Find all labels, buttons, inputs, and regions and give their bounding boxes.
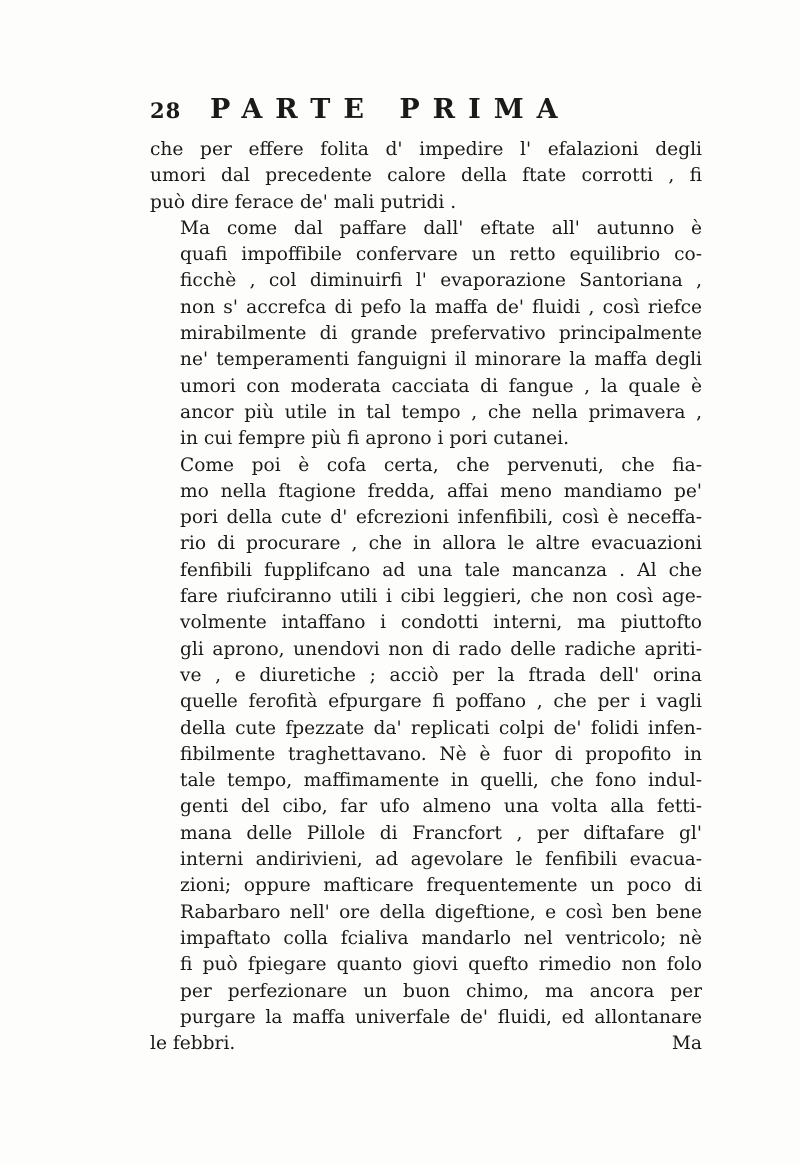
- text-line: mana delle Pillole di Francfort , per diftafare gl': [180, 822, 702, 844]
- text-line: quafi impoffibile confervare un retto equilibrio co-: [180, 244, 702, 266]
- text-line: genti del cibo, far ufo almeno una volta alla fetti-: [180, 796, 702, 818]
- text-line: umori dal precedente calore della ftate corrotti , fi: [150, 165, 702, 187]
- text-line: ve , e diuretiche ; acciò per la ftrada dell' orina: [180, 664, 702, 686]
- text-line: purgare la maffa univerfale de' fluidi, ed allontanare: [180, 1006, 702, 1028]
- text-line: impaftato colla fcialiva mandarlo nel ventricolo; nè: [180, 927, 702, 949]
- text-line: interni andirivieni, ad agevolare le fenfibili evacua-: [180, 849, 702, 871]
- running-title: PARTE PRIMA: [210, 94, 571, 125]
- text-line: pori della cute d' efcrezioni infenfibili, così è neceffa-: [180, 507, 702, 529]
- text-line: ancor più utile in tal tempo , che nella primavera ,: [180, 401, 702, 423]
- text-line: Rabarbaro nell' ore della digeftione, e così ben bene: [180, 901, 702, 923]
- catchword: Ma: [671, 1033, 702, 1055]
- text-line: quelle ferofità efpurgare fi poffano , che per i vagli: [180, 691, 702, 713]
- text-line: mirabilmente di grande prefervativo principalmente: [180, 323, 702, 345]
- text-line: in cui fempre più fi aprono i pori cutanei.: [180, 428, 569, 450]
- text-line: può dire ferace de' mali putridi .: [150, 191, 457, 213]
- page-number: 28: [150, 98, 182, 123]
- text-line: volmente intaffano i condotti interni, ma piuttofto: [180, 612, 702, 634]
- text-line: fi può fpiegare quanto giovi quefto rimedio non folo: [180, 954, 702, 976]
- paragraph: [150, 137, 702, 216]
- text-line: fare riufciranno utili i cibi leggieri, che non così age-: [180, 586, 702, 608]
- text-line: ne' temperamenti fanguigni il minorare la maffa degli: [180, 349, 702, 371]
- text-line: non s' accrefca di pefo la maffa de' fluidi , così riefce: [180, 296, 702, 318]
- text-line: gli aprono, unendovi non di rado delle radiche apriti-: [180, 638, 702, 660]
- text-line: che per effere folita d' impedire l' efalazioni degli: [150, 139, 702, 160]
- text-line: zioni; oppure mafticare frequentemente un poco di: [180, 875, 702, 897]
- text-line: Come poi è cofa certa, che pervenuti, che fia-: [180, 454, 702, 476]
- text-line: della cute fpezzate da' replicati colpi de' folidi infen-: [180, 717, 702, 739]
- text-line: mo nella ftagione fredda, affai meno mandiamo pe': [180, 480, 702, 502]
- running-head: [150, 94, 710, 128]
- text-line: per perfezionare un buon chimo, ma ancora per: [180, 980, 702, 1002]
- text-line: ficchè , col diminuirfi l' evaporazione Santoriana ,: [180, 270, 702, 292]
- text-line: fibilmente traghettavano. Nè è fuor di propofito in: [180, 743, 702, 765]
- body-text: [150, 137, 702, 1057]
- text-line: rio di procurare , che in allora le altre evacuazioni: [180, 533, 702, 555]
- final-line-row: [150, 1031, 702, 1057]
- text-line: tale tempo, maffimamente in quelli, che fono indul-: [180, 770, 702, 792]
- text-line: umori con moderata cacciata di fangue , la quale è: [180, 375, 702, 397]
- paragraph: [150, 453, 702, 1032]
- text-line: Ma come dal paffare dall' eftate all' autunno è: [180, 217, 702, 239]
- text-line: fenfibili fupplifcano ad una tale mancanza . Al che: [180, 559, 702, 581]
- paragraph: [150, 216, 702, 453]
- final-line: le febbri.: [150, 1033, 236, 1055]
